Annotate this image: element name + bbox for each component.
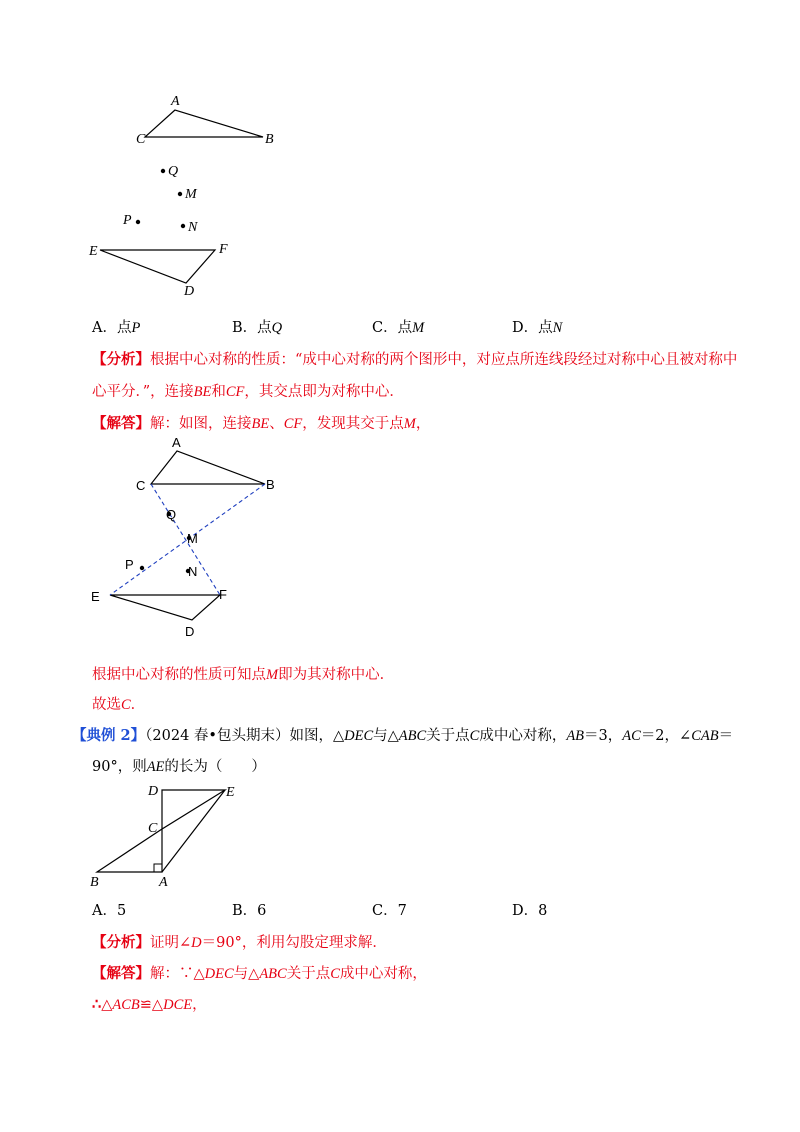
label-b-3: B (90, 875, 99, 890)
right-angle-mark (154, 864, 162, 872)
answer-1-line: 【解答】解：如图，连接BE、CF，发现其交于点M， (92, 415, 431, 432)
option-b: B．点Q (232, 320, 283, 336)
label-m-2: M (187, 531, 198, 546)
segment-ae (162, 790, 225, 872)
label-a: A (171, 94, 180, 109)
figure-3 (85, 778, 265, 893)
option-2-c: C．7 (372, 903, 407, 919)
label-e-2: E (91, 589, 100, 604)
label-e: E (89, 244, 98, 259)
label-q-2: Q (166, 507, 177, 522)
option-2-a: A．5 (92, 903, 127, 919)
analysis-2-line: 【分析】证明∠D＝90°，利用勾股定理求解． (92, 934, 387, 951)
point-p-2 (140, 566, 144, 570)
label-e-3: E (226, 785, 235, 800)
label-q: Q (168, 164, 179, 179)
label-m: M (185, 187, 197, 202)
label-a-3: A (159, 875, 168, 890)
option-2-d: D．8 (512, 903, 548, 919)
label-n: N (188, 220, 198, 235)
point-q (161, 169, 165, 173)
label-f-2: F (219, 587, 227, 602)
figure-1 (80, 85, 300, 300)
label-b-2: B (266, 477, 275, 492)
label-b: B (265, 132, 274, 147)
triangle-abc (145, 110, 263, 137)
point-p (136, 220, 140, 224)
triangle-dec-3 (162, 790, 225, 829)
label-d: D (184, 284, 195, 299)
triangle-abc-2 (151, 451, 265, 484)
example-2-line-2: 90°，则AE的长为（ ） (92, 759, 266, 775)
label-n-2: N (188, 564, 198, 579)
example-2-line-1: 【典例 2】（2024 春•包头期末）如图，△DEC与△ABC关于点C成中心对称，AB＝3，AC＝2，∠CAB＝ (72, 727, 734, 744)
label-p-2: P (125, 557, 134, 572)
option-c: C．点M (372, 320, 425, 336)
analysis-1-line-1: 【分析】根据中心对称的性质：“成中心对称的两个图形中，对应点所连线段经过对称中心且被对称中 (92, 351, 738, 368)
triangle-def (100, 250, 215, 283)
option-d: D．点N (512, 320, 563, 336)
label-c: C (136, 132, 146, 147)
therefore-line: ∴△ACB≌△DCE， (92, 996, 207, 1013)
point-m (178, 192, 182, 196)
point-n (181, 224, 185, 228)
conclusion-line: 根据中心对称的性质可知点M即为其对称中心． (92, 667, 395, 683)
label-c-2: C (136, 478, 146, 493)
label-a-2: A (172, 435, 181, 450)
figure-2 (80, 435, 310, 650)
label-f: F (219, 242, 228, 257)
triangle-def-2 (110, 595, 220, 620)
answer-2-line: 【解答】解：∵△DEC与△ABC关于点C成中心对称， (92, 965, 427, 982)
option-2-b: B．6 (232, 903, 267, 919)
choose-line: 故选C． (92, 697, 146, 713)
dashed-line-cf (151, 484, 220, 595)
label-c-3: C (148, 821, 158, 836)
label-d-2: D (185, 624, 195, 639)
label-d-3: D (148, 784, 159, 799)
label-p: P (123, 213, 132, 228)
option-a: A．点P (92, 320, 141, 336)
analysis-1-line-2: 心平分．”，连接BE和CF，其交点即为对称中心． (92, 384, 404, 400)
